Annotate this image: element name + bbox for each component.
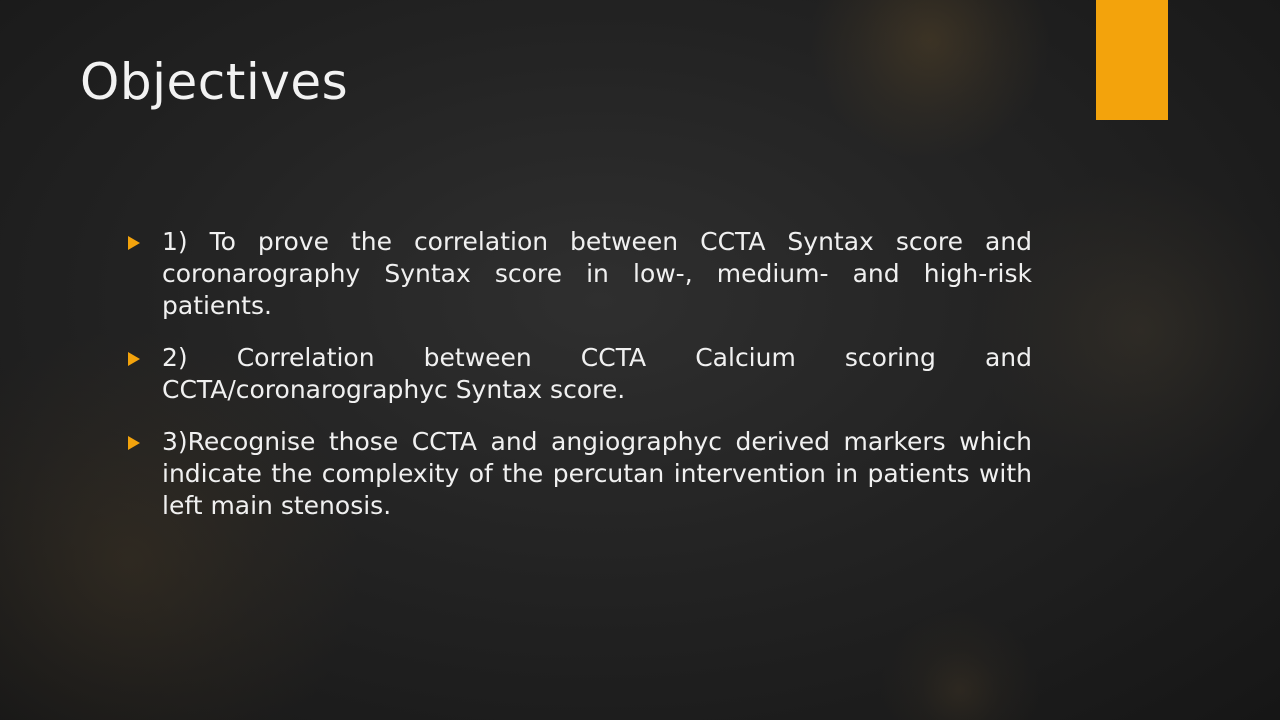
objective-item: [128, 226, 1032, 322]
objective-text: 2) Correlation between CCTA Calcium scoring and CCTA/coronarographyc Syntax score.: [162, 343, 1032, 404]
slide-title: Objectives: [80, 53, 349, 111]
objective-item: [128, 342, 1032, 406]
accent-bar: [1096, 0, 1168, 120]
objective-text: 1) To prove the correlation between CCTA Syntax score and coronarography Syntax score in low-, medium- and high-risk patients.: [162, 227, 1032, 320]
objective-text: 3)Recognise those CCTA and angiographyc derived markers which indicate the complexity of the percutan intervention in patients with left main stenosis.: [162, 427, 1032, 520]
objectives-list: [128, 226, 1032, 542]
triangle-bullet-icon: [128, 236, 140, 250]
objective-item: [128, 426, 1032, 522]
triangle-bullet-icon: [128, 436, 140, 450]
triangle-bullet-icon: [128, 352, 140, 366]
